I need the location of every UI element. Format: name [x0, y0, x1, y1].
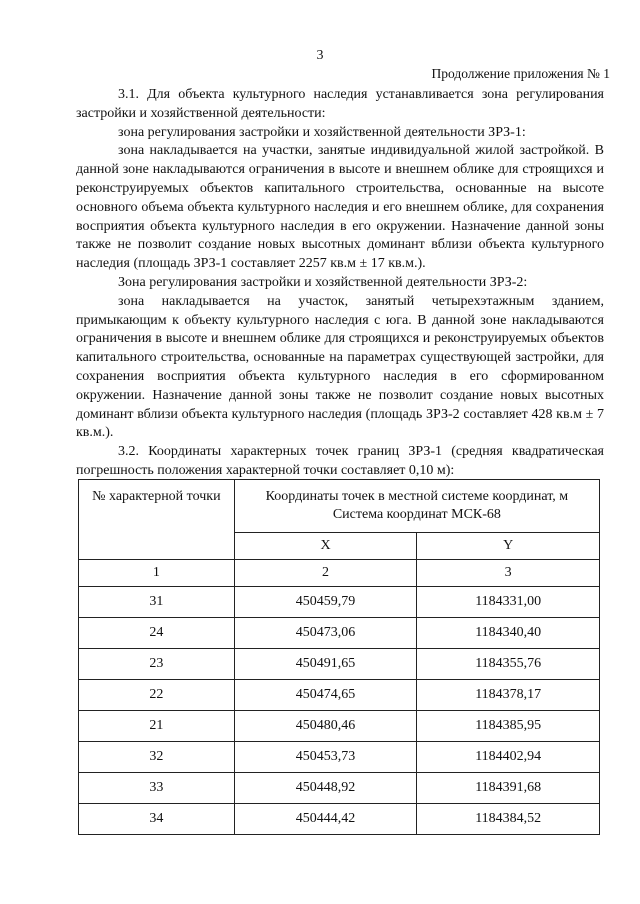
table-index-cell: 1 [79, 560, 235, 587]
table-header-y: Y [417, 533, 600, 560]
table-cell-x: 450448,92 [234, 773, 417, 804]
appendix-continuation-label: Продолжение приложения № 1 [431, 66, 610, 81]
table-cell-y: 1184355,76 [417, 649, 600, 680]
table-row [79, 773, 600, 804]
table-cell-point: 24 [79, 618, 235, 649]
table-index-row [79, 560, 600, 587]
table-cell-point: 34 [79, 804, 235, 835]
table-cell-x: 450453,73 [234, 742, 417, 773]
page-number: 3 [316, 48, 324, 63]
table-header-coordinates-line2: Система координат МСК-68 [332, 507, 501, 522]
table-cell-x: 450491,65 [234, 649, 417, 680]
paragraph-zrz2-heading: Зона регулирования застройки и хозяйственной деятельности ЗРЗ-2: [118, 274, 528, 290]
table-cell-x: 450474,65 [234, 680, 417, 711]
table-cell-x: 450473,06 [234, 618, 417, 649]
table-cell-y: 1184331,00 [417, 587, 600, 618]
table-cell-y: 1184385,95 [417, 711, 600, 742]
table-cell-point: 21 [79, 711, 235, 742]
table-cell-y: 1184384,52 [417, 804, 600, 835]
table-cell-x: 450480,46 [234, 711, 417, 742]
table-row [79, 742, 600, 773]
table-cell-y: 1184391,68 [417, 773, 600, 804]
paragraph-zrz2-description: зона накладывается на участок, занятый четырехэтажным зданием, примыкающим к объекту культурного наследия с юга. В данной зоне накладываются ограничения в высоте и внешнем облике для строящихся и реконструируемых объектов капитального строительства, основанные на параметрах существующей застройки, для сохранения восприятия объекта культурного наследия в его сформированном окружении. Назначение данной зоны также не позволит создание новых высотных доминант вблизи объекта культурного наследия (площадь ЗРЗ-2 составляет 428 кв.м ± 7 кв.м.). [76, 293, 604, 441]
table-header-point [79, 480, 235, 560]
table-header-point-label: № характерной точки [92, 489, 221, 504]
table-cell-point: 32 [79, 742, 235, 773]
table-cell-point: 31 [79, 587, 235, 618]
table-row [79, 680, 600, 711]
paragraph-zrz1-description: зона накладывается на участки, занятые индивидуальной жилой застройкой. В данной зоне накладываются ограничения в высоте и внешнем облике для строящихся и реконструируемых объектов капитального строительства, основанные на высоте основного объема объекта культурного наследия и его внешнем облике, для сохранения восприятия объекта культурного наследия в его окружении. Назначение данной зоны также не позволит создание новых высотных доминант вблизи объекта культурного наследия (площадь ЗРЗ-1 составляет 2257 кв.м ± 17 кв.м.). [76, 143, 604, 272]
table-cell-x: 450459,79 [234, 587, 417, 618]
paragraph-3-1: 3.1. Для объекта культурного наследия устанавливается зона регулирования застройки и хозяйственной деятельности: [76, 87, 604, 121]
table-row [79, 618, 600, 649]
coordinates-table [78, 479, 600, 835]
table-index-cell: 2 [234, 560, 417, 587]
table-cell-point: 22 [79, 680, 235, 711]
table-row [79, 587, 600, 618]
paragraph-zrz1-heading: зона регулирования застройки и хозяйственной деятельности ЗРЗ-1: [118, 124, 526, 140]
table-cell-y: 1184340,40 [417, 618, 600, 649]
table-row [79, 804, 600, 835]
document-body [76, 86, 604, 481]
table-index-cell: 3 [417, 560, 600, 587]
table-cell-x: 450444,42 [234, 804, 417, 835]
paragraph-3-2: 3.2. Координаты характерных точек границ ЗРЗ-1 (средняя квадратическая погрешность положения характерной точки составляет 0,10 м): [76, 444, 604, 478]
table-cell-y: 1184402,94 [417, 742, 600, 773]
table-row [79, 649, 600, 680]
table-cell-point: 33 [79, 773, 235, 804]
table-cell-y: 1184378,17 [417, 680, 600, 711]
table-header-x: X [234, 533, 417, 560]
table-header-coordinates-line1: Координаты точек в местной системе координат, м [265, 489, 569, 504]
table-row [79, 711, 600, 742]
table-header-coordinates [234, 480, 599, 533]
table-cell-point: 23 [79, 649, 235, 680]
